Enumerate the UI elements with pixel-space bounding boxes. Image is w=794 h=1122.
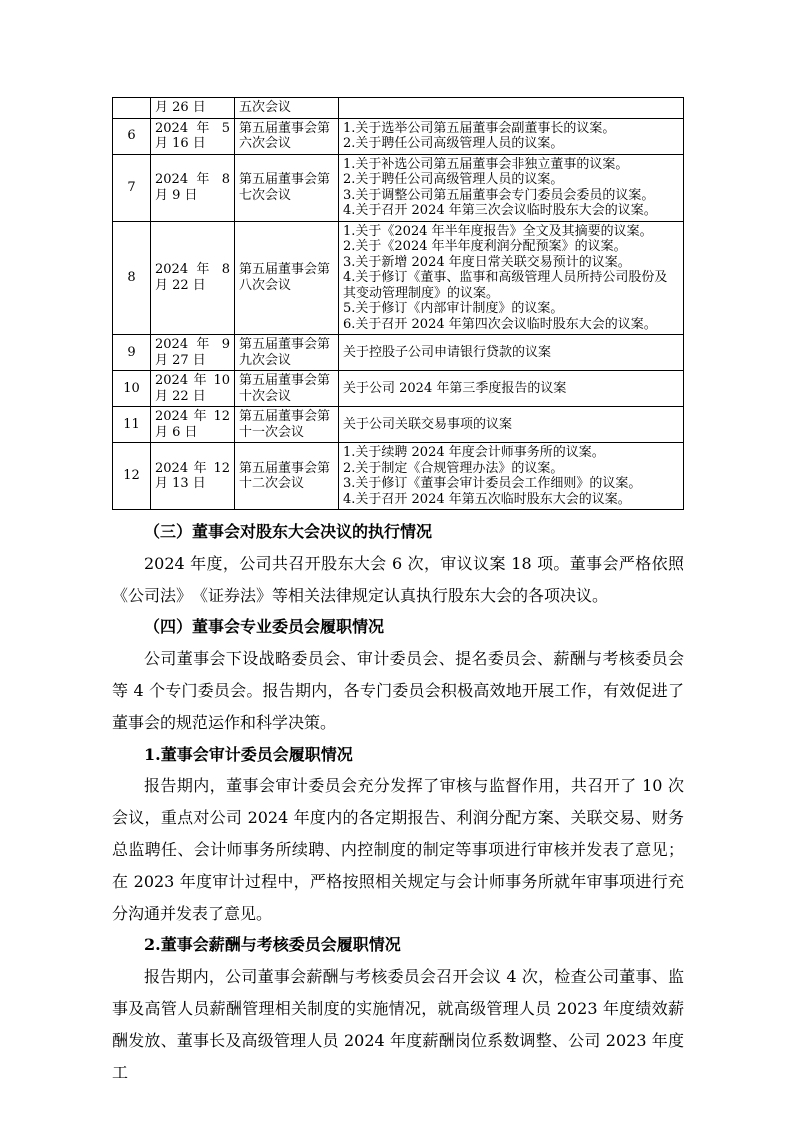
paragraph: 2024 年度，公司共召开股东大会 6 次，审议议案 18 项。董事会严格依照《公司法》 《证券法》等相关法律规定认真执行股东大会的各项决议。 <box>112 553 684 605</box>
page-content <box>112 97 684 1088</box>
meeting-number-cell <box>113 98 151 119</box>
agenda-item: 4.关于召开 2024 年第三次会议临时股东大会的议案。 <box>343 203 657 218</box>
meeting-date-cell: 2024 年 9 月 27 日 <box>151 335 235 371</box>
agenda-item: 5.关于修订《内部审计制度》的议案。 <box>343 301 564 316</box>
section-heading: （三）董事会对股东大会决议的执行情况 <box>144 522 433 541</box>
agenda-item: 2.关于《2024 年半年度利润分配预案》的议案。 <box>343 239 627 254</box>
agenda-item: 关于控股子公司申请银行贷款的议案 <box>343 344 552 360</box>
agenda-item: 关于公司 2024 年第三季度报告的议案 <box>343 380 567 396</box>
meeting-date-cell: 月 26 日 <box>151 98 235 119</box>
agenda-item: 2.关于制定《合规管理办法》的议案。 <box>343 460 564 476</box>
table-row <box>113 443 684 510</box>
table-row <box>113 118 684 154</box>
section-heading: （四）董事会专业委员会履职情况 <box>144 617 385 637</box>
agenda-item: 1.关于补选公司第五届董事会非独立董事的议案。 <box>343 156 629 172</box>
meeting-number-cell: 8 <box>113 221 151 335</box>
meeting-agenda-cell <box>339 154 684 221</box>
section-heading: 1.董事会审计委员会履职情况 <box>144 744 353 764</box>
agenda-item: 4.关于召开 2024 年第五次临时股东大会的议案。 <box>343 491 631 507</box>
agenda-item: 2.关于聘任公司高级管理人员的议案。 <box>343 172 564 187</box>
meeting-number-cell: 6 <box>113 118 151 154</box>
report-text-sections <box>112 516 684 1088</box>
meeting-agenda-cell <box>339 221 684 335</box>
meeting-number-cell: 9 <box>113 335 151 371</box>
board-meetings-table <box>112 97 684 510</box>
paragraph: 公司董事会下设战略委员会、审计委员会、提名委员会、薪酬与考核委员会等 4 个专门委员会。报告期内，各专门委员会积极高效地开展工作，有效促进了董事会的规范运作和科学决策。 <box>112 649 684 732</box>
agenda-item: 4.关于修订《董事、监事和高级管理人员所持公司股份及其变动管理制度》的议案。 <box>343 270 668 301</box>
agenda-item: 1.关于《2024 年半年度报告》全文及其摘要的议案。 <box>343 223 653 239</box>
agenda-item: 2.关于聘任公司高级管理人员的议案。 <box>343 136 564 151</box>
meeting-agenda-cell <box>339 335 684 371</box>
meeting-number-cell: 10 <box>113 371 151 407</box>
meeting-agenda-cell <box>339 443 684 510</box>
meeting-name-cell: 第五届董事会第七次会议 <box>235 154 339 221</box>
agenda-item: 1.关于选举公司第五届董事会副董事长的议案。 <box>343 120 616 136</box>
agenda-item: 3.关于新增 2024 年度日常关联交易预计的议案。 <box>343 254 631 270</box>
agenda-item: 6.关于召开 2024 年第四次会议临时股东大会的议案。 <box>343 316 657 332</box>
meeting-name-cell: 五次会议 <box>235 98 339 119</box>
meeting-date-cell: 2024 年 8 月 22 日 <box>151 221 235 335</box>
meeting-number-cell: 7 <box>113 154 151 221</box>
meeting-name-cell: 第五届董事会第十二次会议 <box>235 443 339 510</box>
agenda-item: 3.关于调整公司第五届董事会专门委员会委员的议案。 <box>343 187 655 203</box>
meeting-agenda-cell <box>339 371 684 407</box>
meeting-name-cell: 第五届董事会第六次会议 <box>235 118 339 154</box>
table-row <box>113 407 684 443</box>
table-row <box>113 221 684 335</box>
meeting-agenda-cell <box>339 98 684 119</box>
table-row <box>113 98 684 119</box>
meeting-name-cell: 第五届董事会第十次会议 <box>235 371 339 407</box>
paragraph: 报告期内，董事会审计委员会充分发挥了审核与监督作用，共召开了 10 次会议，重点对公司 2024 年度内的各定期报告、利润分配方案、关联交易、财务总监聘任、会计师事务所续聘、内控制度的制定等事项进行审核并发表了意见；在 2023 年度审计过程中，严格按照相关规定与会计师事务所就年审事项进行充分沟通并发表了意见。 <box>112 776 684 923</box>
board-meetings-rows <box>113 98 684 510</box>
table-row <box>113 335 684 371</box>
paragraph: 报告期内，公司董事会薪酬与考核委员会召开会议 4 次，检查公司董事、监事及高管人员薪酬管理相关制度的实施情况，就高级管理人员 2023 年度绩效薪酬发放、董事长及高级管理人员 2024 年度薪酬岗位系数调整、公司 2023 年度工 <box>112 967 684 1082</box>
agenda-item: 3.关于修订《董事会审计委员会工作细则》的议案。 <box>343 476 642 491</box>
agenda-item: 关于公司关联交易事项的议案 <box>343 416 513 432</box>
meeting-name-cell: 第五届董事会第十一次会议 <box>235 407 339 443</box>
meeting-name-cell: 第五届董事会第八次会议 <box>235 221 339 335</box>
meeting-agenda-cell <box>339 407 684 443</box>
agenda-item: 1.关于续聘 2024 年度会计师事务所的议案。 <box>343 445 605 460</box>
section-heading: 2.董事会薪酬与考核委员会履职情况 <box>144 935 401 955</box>
meeting-date-cell: 2024 年 12 月 13 日 <box>151 443 235 510</box>
meeting-name-cell: 第五届董事会第九次会议 <box>235 335 339 371</box>
table-row <box>113 371 684 407</box>
meeting-date-cell: 2024 年 8 月 9 日 <box>151 154 235 221</box>
meeting-agenda-cell <box>339 118 684 154</box>
meeting-date-cell: 2024 年 5 月 16 日 <box>151 118 235 154</box>
meeting-number-cell: 12 <box>113 443 151 510</box>
meeting-date-cell: 2024 年 12 月 6 日 <box>151 407 235 443</box>
meeting-date-cell: 2024 年 10 月 22 日 <box>151 371 235 407</box>
table-row <box>113 154 684 221</box>
meeting-number-cell: 11 <box>113 407 151 443</box>
